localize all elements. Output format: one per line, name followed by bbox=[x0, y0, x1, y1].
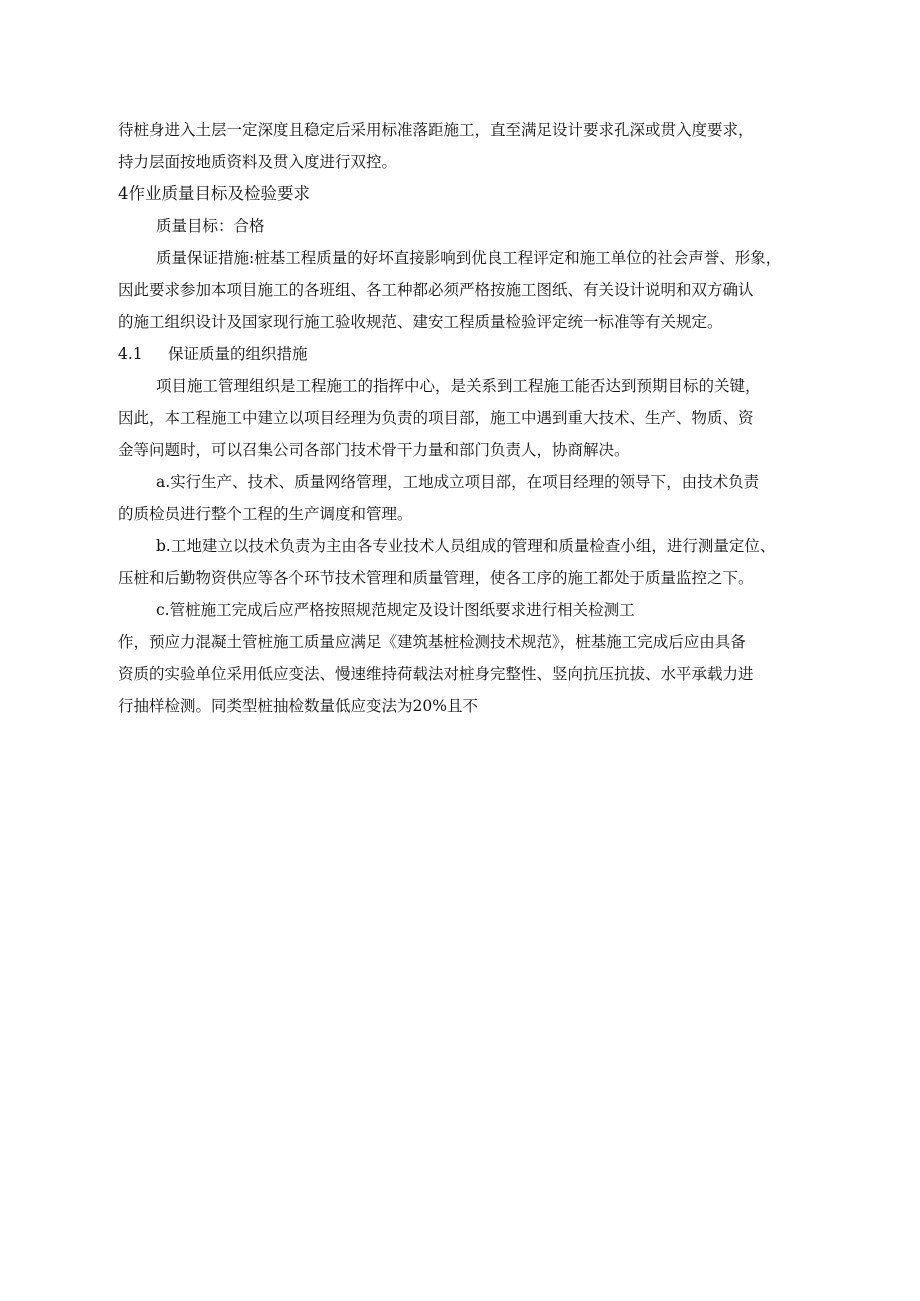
section-4-heading: 4作业质量目标及检验要求 bbox=[118, 184, 310, 203]
item-a-line-1: a.实行生产、技术、质量网络管理，工地成立项目部，在项目经理的领导下，由技术负责 bbox=[156, 473, 760, 491]
item-c-line-3: 资质的实验单位采用低应变法、慢速维持荷载法对桩身完整性、竖向抗压抗拔、水平承载力进 bbox=[118, 665, 754, 683]
section-4-1-title: 保证质量的组织措施 bbox=[168, 345, 308, 363]
paragraph-continuation-line-1: 待桩身进入土层一定深度且稳定后采用标准落距施工，直至满足设计要求孔深或贯入度要求， bbox=[118, 121, 754, 139]
paragraph-continuation-line-2: 持力层面按地质资料及贯入度进行双控。 bbox=[118, 153, 398, 171]
item-c-line-4: 行抽样检测。同类型桩抽检数量低应变法为20%且不 bbox=[118, 697, 478, 715]
organization-intro-line-1: 项目施工管理组织是工程施工的指挥中心，是关系到工程施工能否达到预期目标的关键， bbox=[156, 377, 761, 395]
organization-intro-line-2: 因此，本工程施工中建立以项目经理为负责的项目部，施工中遇到重大技术、生产、物质、资 bbox=[118, 409, 754, 427]
quality-measures-line-1: 质量保证措施:桩基工程质量的好坏直接影响到优良工程评定和施工单位的社会声誉、形象， bbox=[156, 249, 782, 267]
section-4-1-number: 4.1 bbox=[118, 345, 143, 363]
item-b-line-1: b.工地建立以技术负责为主由各专业技术人员组成的管理和质量检查小组，进行测量定位、 bbox=[156, 537, 776, 555]
quality-target: 质量目标：合格 bbox=[156, 217, 265, 235]
section-4-1-heading bbox=[118, 338, 830, 370]
item-c-line-1: c.管桩施工完成后应严格按照规范规定及设计图纸要求进行相关检测工 bbox=[156, 601, 635, 619]
organization-intro-line-3: 金等问题时，可以召集公司各部门技术骨干力量和部门负责人，协商解决。 bbox=[118, 441, 630, 459]
quality-measures-line-3: 的施工组织设计及国家现行施工验收规范、建安工程质量检验评定统一标准等有关规定。 bbox=[118, 313, 723, 331]
item-b-line-2: 压桩和后勤物资供应等各个环节技术管理和质量管理，使各工序的施工都处于质量监控之下。 bbox=[118, 569, 754, 587]
document-body bbox=[118, 114, 830, 722]
quality-measures-line-2: 因此要求参加本项目施工的各班组、各工种都必须严格按施工图纸、有关设计说明和双方确认 bbox=[118, 281, 754, 299]
item-a-line-2: 的质检员进行整个工程的生产调度和管理。 bbox=[118, 505, 413, 523]
item-c-line-2: 作，预应力混凝土管桩施工质量应满足《建筑基桩检测技术规范》，桩基施工完成后应由具备 bbox=[118, 633, 746, 651]
